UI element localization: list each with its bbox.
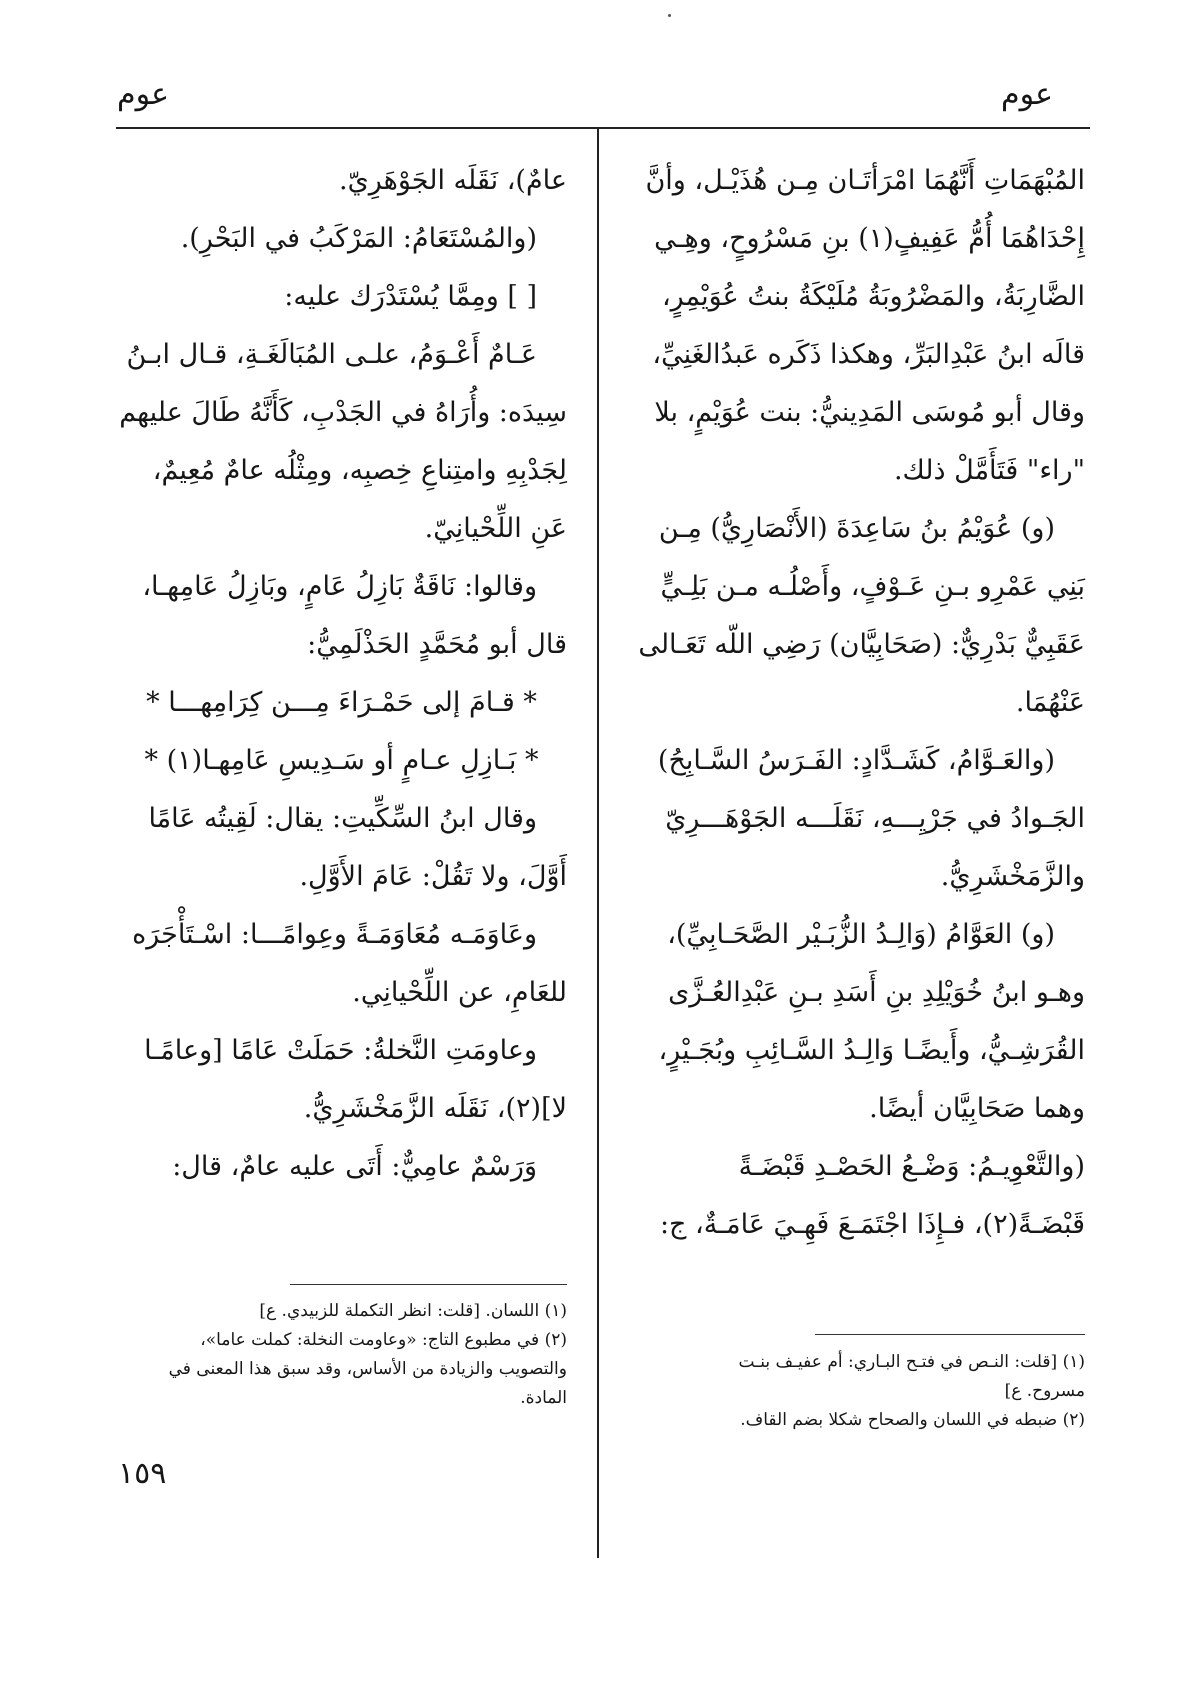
page-speck — [668, 14, 671, 17]
text-line: وقالوا: نَاقَةٌ بَازِلُ عَامٍ، وبَازِلُ عَامِهـا، — [142, 571, 537, 602]
text-line: قال أبو مُحَمَّدٍ الحَذْلَمِيُّ: — [307, 629, 567, 660]
text-line: لِجَدْبِهِ وامتِناعِ خِصبِه، ومِثْلُه عامٌ مُعِيمٌ، — [152, 455, 567, 486]
text-line: وعاومَتِ النَّخلةُ: حَمَلَتْ عَامًا [وعامًـا — [144, 1035, 537, 1066]
footnote-line: (٢) ضبطه في اللسان والصحاح شكلا بضم القاف. — [740, 1410, 1085, 1430]
text-line: عامٌ)، نَقَلَه الجَوْهَرِيّ. — [338, 165, 567, 196]
footnote-line: مسروح. ع] — [1004, 1381, 1085, 1401]
text-line: وهما صَحَابِيَّان أيضًا. — [869, 1093, 1085, 1124]
text-line: الجَـوادُ في جَرْيِـــهِ، نَقَلَـــه الجَوْهَـــرِيّ — [665, 803, 1085, 834]
page-number: ١٥٩ — [118, 1456, 167, 1491]
footnotes-right — [632, 1348, 1085, 1435]
footnote-line: (١) اللسان. [قلت: انظر التكملة للزبيدي. ع] — [259, 1301, 567, 1321]
text-line: سِيدَه: وأُرَاهُ في الجَدْبِ، كَأَنَّهُ طَالَ عليهم — [119, 397, 567, 428]
text-line: قالَه ابنُ عَبْدِالبَرِّ، وهكذا ذَكَره عَبدُالغَنِيِّ، — [652, 339, 1085, 370]
text-line: (و) عُوَيْمُ بنُ سَاعِدَةَ (الأَنْصَارِيُّ) مِـن — [658, 513, 1055, 544]
text-line: الضَّارِبَةُ، والمَضْرُوبَةُ مُلَيْكَةُ بنتُ عُوَيْمِرٍ، — [661, 281, 1085, 312]
footnote-line: (٢) في مطبوع التاج: «وعاومت النخلة: كملت عاما»، — [200, 1330, 567, 1350]
text-line: القُرَشِـيُّ، وأَيضًـا وَالِـدُ السَّـائِبِ وبُجَـيْرٍ، — [658, 1035, 1085, 1066]
text-line: وَرَسْمٌ عامِيٌّ: أَتَى عليه عامٌ، قال: — [172, 1151, 537, 1182]
footnotes-left — [116, 1297, 567, 1413]
footnote-line: (١) [قلت: النـص في فتـح البـاري: أم عفيـف بنـت — [738, 1352, 1085, 1372]
text-line: وقال ابنُ السِّكِّيتِ: يقال: لَقِيتُه عَامًا — [148, 803, 537, 834]
text-line: (و) العَوَّامُ (وَالِـدُ الزُّبَـيْر الصَّحَـابِيِّ)، — [667, 919, 1055, 950]
text-line: والزَّمَخْشَرِيُّ. — [940, 861, 1085, 892]
text-line: المُبْهَمَاتِ أَنَّهُمَا امْرَأتَـان مِـن هُذَيْـل، وأنَّ — [645, 165, 1085, 196]
right-column — [632, 152, 1085, 1254]
text-line: عَنِ اللِّحْيانِيّ. — [424, 513, 567, 544]
text-line: وقال أبو مُوسَى المَدِينيُّ: بنت عُوَيْمٍ، بلا — [654, 397, 1085, 428]
footnote-line: المادة. — [520, 1388, 567, 1408]
text-line: إِحْدَاهُمَا أُمُّ عَفِيفٍ(١) بنِ مَسْرُوحٍ، وهِـي — [654, 223, 1085, 254]
text-line: عَقَبِيٌّ بَدْرِيٌّ: (صَحَابِيَّان) رَضِي اللّه تَعَـالى — [638, 629, 1085, 660]
text-line: [ ] ومِمَّا يُسْتَدْرَك عليه: — [284, 281, 537, 312]
text-line: عَنْهُمَا. — [1015, 687, 1085, 718]
text-line: (والتَّعْوِيـمُ: وَضْـعُ الحَصْـدِ قَبْضَـةً — [738, 1151, 1085, 1182]
text-line: وهـو ابنُ خُوَيْلِدِ بنِ أَسَدِ بـنِ عَبْدِالعُـزَّى — [668, 977, 1085, 1008]
text-line: للعَامِ، عن اللِّحْيانِي. — [352, 977, 567, 1008]
text-line: قَبْضَـةً(٢)، فـإِذَا اجْتَمَـعَ فَهِـيَ عَامَـةٌ، ج: — [659, 1209, 1085, 1240]
verse-line: * قـامَ إلى حَمْـرَاءَ مِـــن كِرَامِهـــا * — [146, 687, 537, 718]
left-column — [116, 152, 567, 1196]
text-line: لا](٢)، نَقَلَه الزَّمَخْشَرِيُّ. — [303, 1093, 567, 1124]
verse-line: * بَـازِلِ عـامٍ أو سَـدِيسِ عَامِهـا(١) * — [144, 745, 539, 776]
footnote-line: والتصويب والزيادة من الأساس، وقد سبق هذا المعنى في — [168, 1359, 567, 1379]
text-line: بَنِي عَمْرِو بـنِ عَـوْفٍ، وأَصْلُـه مـن بَلِـيٍّ — [660, 571, 1085, 602]
text-line: (والمُسْتَعَامُ: المَرْكَبُ في البَحْرِ). — [180, 223, 537, 254]
footnote-rule-left — [290, 1284, 567, 1285]
running-header-left: عوم — [117, 77, 169, 112]
text-line: عَـامٌ أَعْـوَمُ، علـى المُبَالَغَـةِ، قـال ابـنُ — [126, 339, 537, 370]
text-line: وعَاوَمَـه مُعَاوَمَـةً وعِوامًـــا: اسْـتَأْجَرَه — [132, 919, 537, 950]
column-divider — [597, 127, 599, 1558]
text-line: "راء" فَتَأَمَّلْ ذلك. — [893, 455, 1085, 486]
text-line: أَوَّلَ، ولا تَقُلْ: عَامَ الأَوَّلِ. — [299, 861, 567, 892]
running-header-right: عوم — [1001, 77, 1053, 112]
header-rule — [116, 127, 1090, 129]
text-line: (والعَـوَّامُ، كَشَـدَّادٍ: الفَـرَسُ السَّـابِحُ) — [657, 745, 1055, 776]
footnote-rule-right — [815, 1334, 1085, 1335]
